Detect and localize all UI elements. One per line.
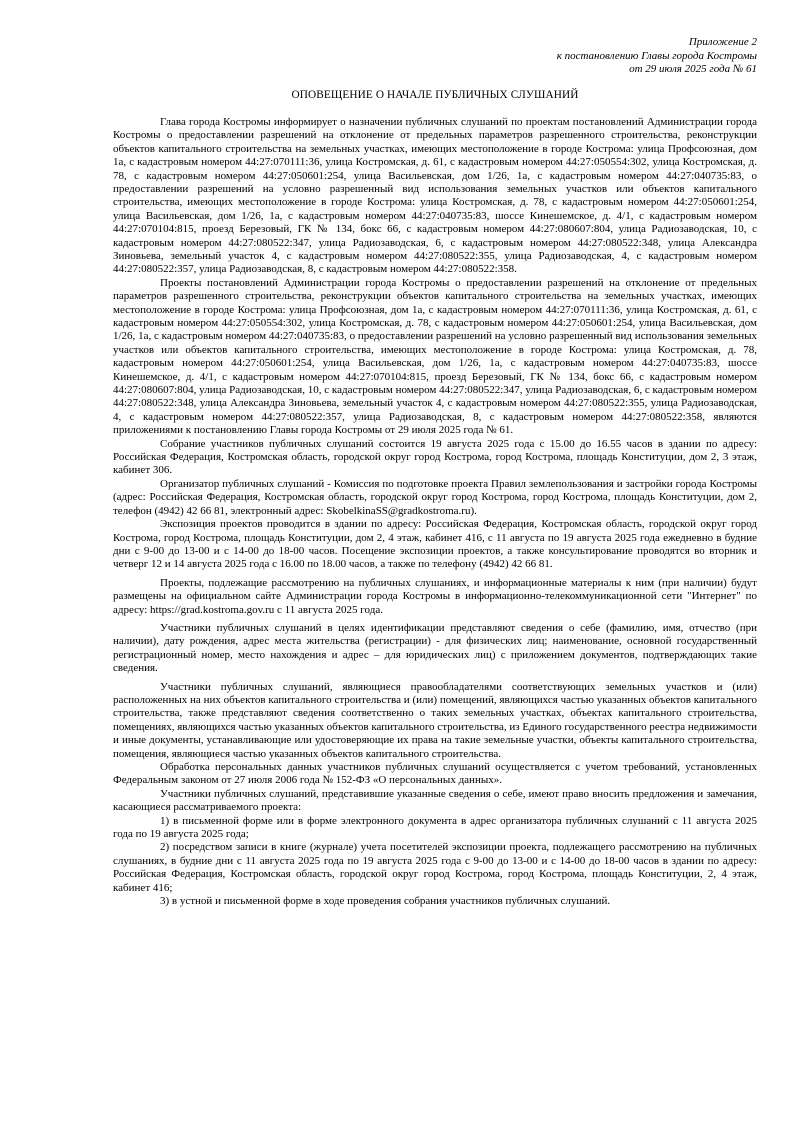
paragraph: Организатор публичных слушаний - Комиссия по подготовке проекта Правил землепользования и застройки города Костромы (адрес: Российская Федерация, Костромская область, городской округ город Кострома, город Кострома, площадь Конституции, дом 2, телефон (4942) 42 66 81, электронный адрес: SkobelkinaSS@gradkostroma.ru). bbox=[113, 477, 757, 517]
document-title: ОПОВЕЩЕНИЕ О НАЧАЛЕ ПУБЛИЧНЫХ СЛУШАНИЙ bbox=[291, 88, 579, 101]
paragraph: Участники публичных слушаний, представившие указанные сведения о себе, имеют право вносить предложения и замечания, касающиеся рассматриваемого проекта: bbox=[113, 787, 757, 814]
appendix-resolution: к постановлению Главы города Костромы bbox=[556, 49, 757, 62]
appendix-date: от 29 июля 2025 года № 61 bbox=[629, 63, 757, 75]
list-item: 2) посредством записи в книге (журнале) учета посетителей экспозиции проекта, подлежащего рассмотрению на публичных слушаниях, в будние дни с 11 августа 2025 года по 19 августа 2025 года с 9-00 до 13-00 и с 14-00 до 18-00 часов в здании по адресу: Российская Федерация, Костромская область, городской округ город Кострома, город Кострома, площадь Конституции, 2, 4 этаж, кабинет 416; bbox=[113, 841, 757, 894]
appendix-number: Приложение 2 bbox=[688, 36, 757, 48]
paragraph: Участники публичных слушаний в целях идентификации представляют сведения о себе (фамилию, имя, отчество (при наличии), дату рождения, адрес места жительства (регистрации) - для физических лиц; наименование, основной государственный регистрационный номер, место нахождения и адрес – для юридических лиц) с приложением документов, подтверждающих такие сведения. bbox=[113, 621, 757, 675]
paragraph: Глава города Костромы информирует о назначении публичных слушаний по проектам постановлений Администрации города Костромы о предоставлении разрешений на отклонение от предельных параметров разрешенного строительства, реконструкции объектов капитального строительства на земельных участках, имеющих местоположение в городе Кострома: улица Профсоюзная, дом 1а, с кадастровым номером 44:27:070111:36, улица Костромская, д. 61, с кадастровым номером 44:27:050554:302, улица Костромская, д. 78, с кадастровым номером 44:27:050601:254, улица Васильевская, дом 1/26, 1а, с кадастровым номером 44:27:040735:83, о предоставлении разрешений на условно разрешенный вид использования земельных участков или объектов капитального строительства, имеющих местоположение в городе Кострома: улица Костромская, д. 78, с кадастровым номером 44:27:050601:254, улица Васильевская, дом 1/26, 1а, с кадастровым номером 44:27:040735:83, шоссе Кинешемское, д. 4/1, с кадастровым номером 44:27:070104:815, проезд Березовый, ГК № 134, бокс 66, с кадастровым номером 44:27:080607:804, улица Радиозаводская, 10, с кадастровым номером 44:27:080522:347, улица Радиозаводская, 6, с кадастровым номером 44:27:080522:348, улица Александра Зиновьева, земельный участок 4, с кадастровым номером 44:27:080522:355, улица Радиозаводская, 4, с кадастровым номером 44:27:080522:357, улица Радиозаводская, 8, с кадастровым номером 44:27:080522:358. bbox=[113, 115, 757, 276]
appendix-header bbox=[113, 36, 757, 77]
paragraph: Проекты постановлений Администрации города Костромы о предоставлении разрешений на отклонение от предельных параметров разрешенного строительства, реконструкции объектов капитального строительства на земельных участках, имеющих местоположение в городе Кострома: улица Профсоюзная, дом 1а, с кадастровым номером 44:27:070111:36, улица Костромская, д. 61, с кадастровым номером 44:27:050554:302, улица Костромская, д. 78, с кадастровым номером 44:27:050601:254, улица Васильевская, дом 1/26, 1а, с кадастровым номером 44:27:040735:83, о предоставлении разрешений на условно разрешенный вид использования земельных участков или объектов капитального строительства, имеющих местоположение в городе Кострома: улица Костромская, д. 78, кадастровым номером 44:27:050601:254, улица Васильевская, дом 1/26, 1а, с кадастровым номером 44:27:040735:83, шоссе Кинешемское, д. 4/1, с кадастровым номером 44:27:070104:815, проезд Березовый, ГК № 134, бокс 66, с кадастровым номером 44:27:080607:804, улица Радиозаводская, 10, с кадастровым номером 44:27:080522:347, улица Радиозаводская, 6, с кадастровым номером 44:27:080522:348, улица Александра Зиновьева, земельный участок 4, с кадастровым номером 44:27:080522:355, улица Радиозаводская, 4, с кадастровым номером 44:27:080522:357, улица Радиозаводская, 8, с кадастровым номером 44:27:080522:358, являются приложениями к постановлению Главы города Костромы от 29 июля 2025 года № 61. bbox=[113, 276, 757, 437]
paragraph: Проекты, подлежащие рассмотрению на публичных слушаниях, и информационные материалы к ним (при наличии) будут размещены на официальном сайте Администрации города Костромы в информационно-телекоммуникационной сети "Интернет" по адресу: https://grad.kostroma.gov.ru с 11 августа 2025 года. bbox=[113, 576, 757, 616]
document-body bbox=[113, 116, 757, 909]
paragraph: Обработка персональных данных участников публичных слушаний осуществляется с учетом требований, установленных Федеральным законом от 27 июля 2006 года № 152-ФЗ «О персональных данных». bbox=[113, 761, 757, 787]
list-item: 1) в письменной форме или в форме электронного документа в адрес организатора публичных слушаний с 11 августа 2025 года по 19 августа 2025 года; bbox=[113, 814, 757, 841]
paragraph: Экспозиция проектов проводится в здании по адресу: Российская Федерация, Костромская область, городской округ город Кострома, город Кострома, площадь Конституции, дом 2, 4 этаж, кабинет 416, с 11 августа по 19 августа 2025 года ежедневно в будние дни с 9-00 до 13-00 и с 14-00 до 18-00 часов. Посещение экспозиции проектов, а также консультирование проводятся во вторник и четверг 12 и 14 августа 2025 года с 16.00 по 18.00 часов, а также по телефону (4942) 42 66 81. bbox=[113, 518, 757, 571]
paragraph: Участники публичных слушаний, являющиеся правообладателями соответствующих земельных участков и (или) расположенных на них объектов капитального строительства и (или) помещений, являющихся частью указанных объектов капитального строительства, также представляют сведения соответственно о таких земельных участках, объектах капитального строительства, помещениях, являющихся частью указанных объектов капитального строительства, из Единого государственного реестра недвижимости и иные документы, устанавливающие или удостоверяющие их права на такие земельные участки, объекты капитального строительства, помещения, являющиеся частью указанных объектов капитального строительства. bbox=[113, 680, 757, 760]
paragraph: Собрание участников публичных слушаний состоится 19 августа 2025 года с 15.00 до 16.55 часов в здании по адресу: Российская Федерация, Костромская область, городской округ город Кострома, город Кострома, площадь Конституции, дом 2, 3 этаж, кабинет 306. bbox=[113, 437, 757, 477]
list-item: 3) в устной и письменной форме в ходе проведения собрания участников публичных слушаний. bbox=[160, 895, 611, 908]
